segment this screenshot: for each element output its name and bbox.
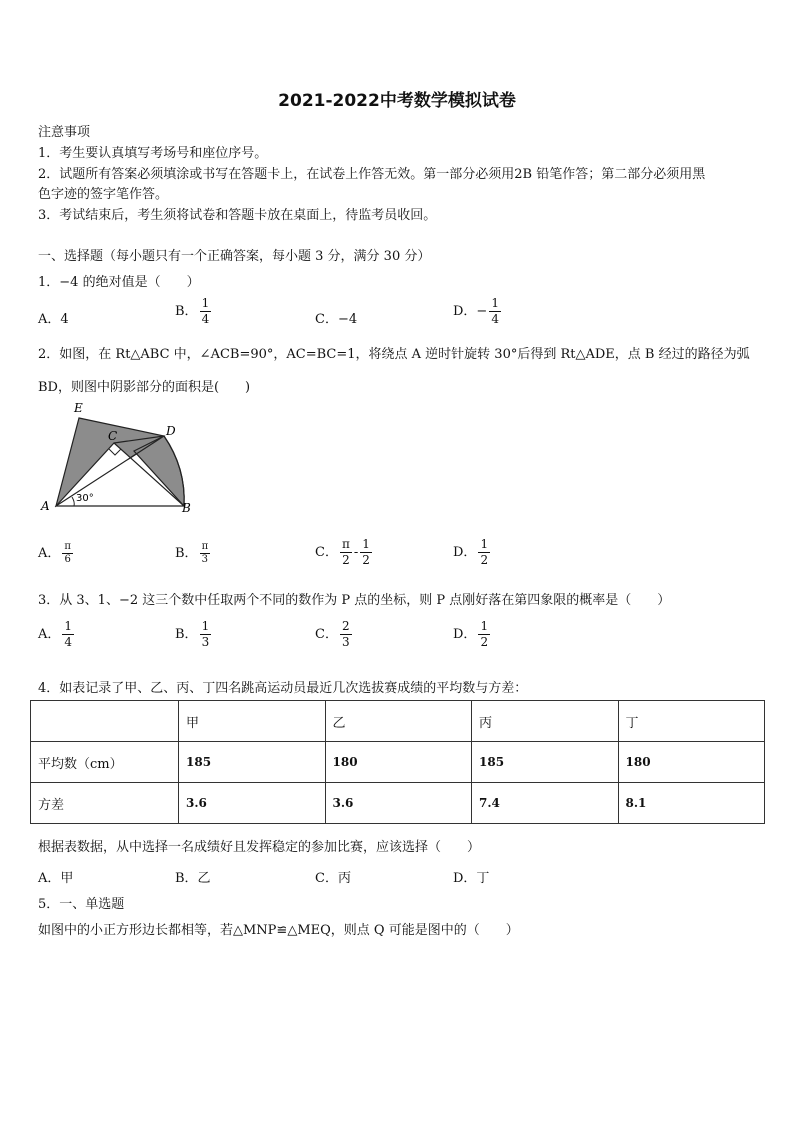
q1-option-c: C．−4: [315, 312, 358, 327]
question-2-stem: 2．如图，在 Rt△ABC 中，∠ACB=90°，AC=BC=1，将绕点 A 逆时针旋转 30°后得到 Rt△ADE，点 B 经过的路径为弧: [38, 347, 750, 362]
q4-option-d: D．丁: [453, 871, 490, 886]
notice-item: 1．考生要认真填写考场号和座位序号。: [38, 146, 268, 161]
notice-heading: 注意事项: [38, 125, 91, 140]
table-row: [31, 742, 765, 783]
table-cell: 180: [618, 742, 765, 783]
question-5-stem: 如图中的小正方形边长都相等，若△MNP≌△MEQ，则点 Q 可能是图中的（ ）: [38, 923, 519, 938]
table-header-cell: 丁: [618, 701, 765, 742]
label-c: C: [108, 429, 118, 443]
table-header-row: [31, 701, 765, 742]
q3-option-a: A． $\frac{1}{4}$: [38, 619, 73, 649]
q3-option-b: B． $\frac{1}{3}$: [175, 619, 210, 649]
question-4-stem: 4．如表记录了甲、乙、丙、丁四名跳高运动员最近几次选拔赛成绩的平均数与方差：: [38, 681, 528, 696]
table-row: [31, 783, 765, 824]
table-row-label: 平均数（cm）: [31, 742, 179, 783]
rotation-figure: [36, 398, 196, 520]
q2-option-b: B． $\frac{\pi}{3}$: [175, 541, 209, 565]
question-1-stem: 1．−4 的绝对值是（ ）: [38, 275, 200, 290]
q4-option-c: C．丙: [315, 871, 351, 886]
table-header-cell: 丙: [472, 701, 619, 742]
label-a: A: [41, 499, 50, 513]
notice-item: 色字迹的签字笔作答。: [38, 187, 169, 202]
q2-option-a: A． $\frac{\pi}{6}$: [38, 541, 71, 565]
label-e: E: [74, 401, 83, 415]
q2-option-d: D． $\frac{1}{2}$: [453, 537, 489, 567]
question-3-stem: 3．从 3、1、−2 这三个数中任取两个不同的数作为 P 点的坐标，则 P 点刚好落在第四象限的概率是（ ）: [38, 593, 671, 608]
q1-option-d: D．− $\frac{1}{4}$: [453, 296, 499, 326]
q3-option-c: C． $\frac{2}{3}$: [315, 619, 350, 649]
notice-item: 3．考试结束后，考生须将试卷和答题卡放在桌面上，待监考员收回。: [38, 208, 437, 223]
table-header-cell: 甲: [179, 701, 326, 742]
label-d: D: [166, 424, 176, 438]
label-angle: 30°: [76, 493, 94, 504]
table-cell: 180: [325, 742, 472, 783]
question-2-stem-cont: BD，则图中阴影部分的面积是( ): [38, 380, 251, 395]
label-b: B: [182, 501, 191, 515]
stats-table: [30, 700, 765, 824]
question-4-followup: 根据表数据，从中选择一名成绩好且发挥稳定的参加比赛，应该选择（ ）: [38, 840, 481, 855]
page-title: 2021-2022中考数学模拟试卷: [278, 91, 516, 111]
q4-option-a: A．甲: [38, 871, 74, 886]
q1-option-a: A．4: [38, 312, 69, 327]
table-cell: 185: [472, 742, 619, 783]
question-5-section: 5．一、单选题: [38, 897, 125, 912]
table-header-cell: 乙: [325, 701, 472, 742]
table-cell: 3.6: [325, 783, 472, 824]
table-cell: 7.4: [472, 783, 619, 824]
q2-option-c: C． $\frac{\pi}{2}$ - $\frac{1}{2}$: [315, 537, 370, 567]
notice-item: 2．试题所有答案必须填涂或书写在答题卡上，在试卷上作答无效。第一部分必须用2B 铅笔作答；第二部分必须用黑: [38, 167, 706, 182]
table-header-cell: [31, 701, 179, 742]
q4-option-b: B．乙: [175, 871, 211, 886]
table-cell: 185: [179, 742, 326, 783]
q1-option-b: B． $\frac{1}{4}$: [175, 296, 210, 326]
table-cell: 3.6: [179, 783, 326, 824]
q3-option-d: D． $\frac{1}{2}$: [453, 619, 489, 649]
section-heading: 一、选择题（每小题只有一个正确答案，每小题 3 分，满分 30 分）: [38, 249, 431, 264]
table-row-label: 方差: [31, 783, 179, 824]
table-cell: 8.1: [618, 783, 765, 824]
